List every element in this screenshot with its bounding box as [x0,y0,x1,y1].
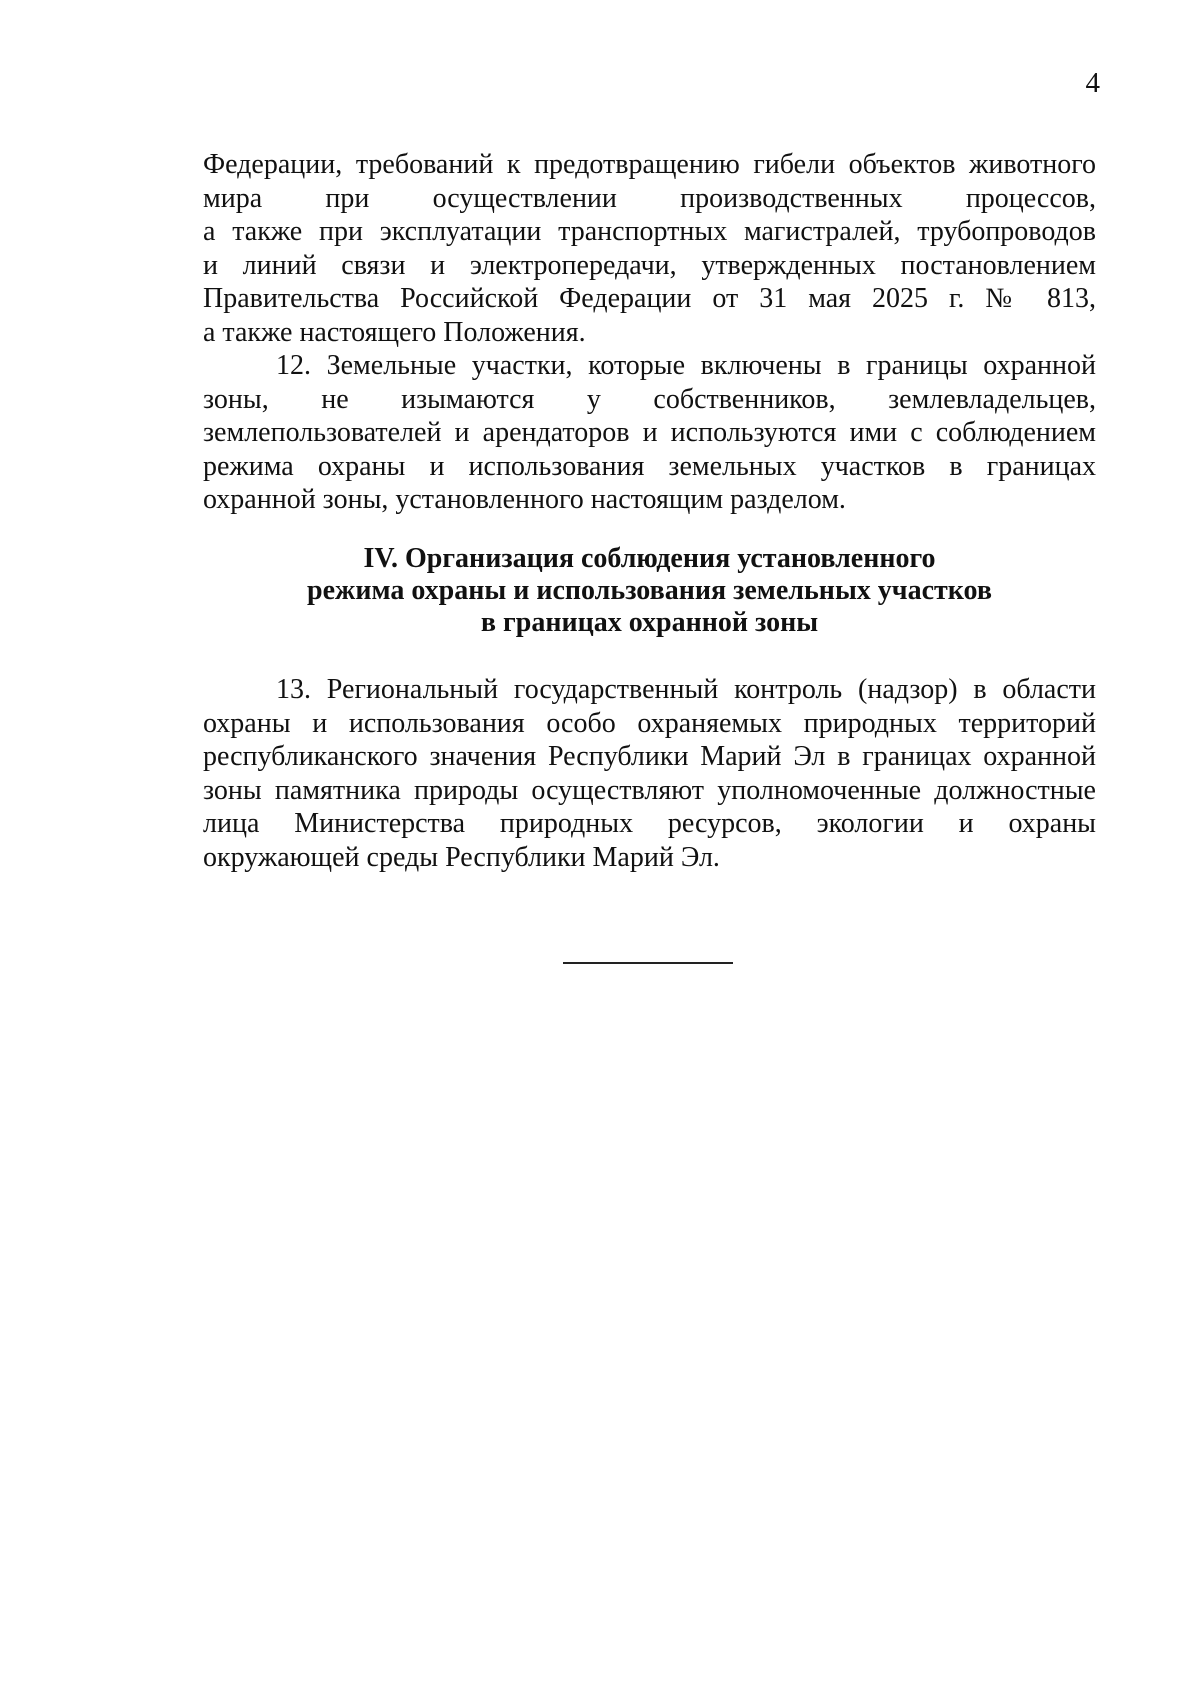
text-line: окружающей среды Республики Марий Эл. [203,841,720,873]
text-line: мира при осуществлении производственных процессов, [203,182,1096,214]
paragraph-12 [203,349,1096,517]
page-number: 4 [1085,67,1100,99]
text-line: охраны и использования особо охраняемых природных территорий [203,707,1096,739]
text-line: режима охраны и использования земельных участков в границах [203,450,1096,482]
text-line: зоны памятника природы осуществляют уполномоченные должностные [203,774,1096,806]
heading-line: в границах охранной зоны [480,607,819,638]
heading-line: режима охраны и использования земельных участков [307,575,992,606]
text-line: землепользователей и арендаторов и используются ими с соблюдением [203,417,1096,448]
text-line: а также при эксплуатации транспортных магистралей, трубопроводов [203,216,1096,247]
paragraph-13 [203,673,1096,874]
text-line: а также настоящего Положения. [203,316,586,348]
text-line: 13. Региональный государственный контроль (надзор) в области [276,674,1096,705]
paragraph-continuation [203,148,1096,349]
text-line: 12. Земельные участки, которые включены в границы охранной [276,350,1096,381]
section-heading [203,543,1096,639]
text-line: Правительства Российской Федерации от 31 мая 2025 г. № 813, [203,283,1096,314]
text-line: зоны, не изымаются у собственников, землевладельцев, [203,383,1096,415]
text-line: и линий связи и электропередачи, утвержденных постановлением [203,249,1096,281]
text-line: Федерации, требований к предотвращению гибели объектов животного [203,149,1096,180]
text-line: республиканского значения Республики Марий Эл в границах охранной [203,741,1096,772]
text-line: лица Министерства природных ресурсов, экологии и охраны [203,808,1096,839]
heading-line: IV. Организация соблюдения установленного [363,543,936,574]
end-divider [563,962,733,964]
text-line: охранной зоны, установленного настоящим разделом. [203,484,846,515]
